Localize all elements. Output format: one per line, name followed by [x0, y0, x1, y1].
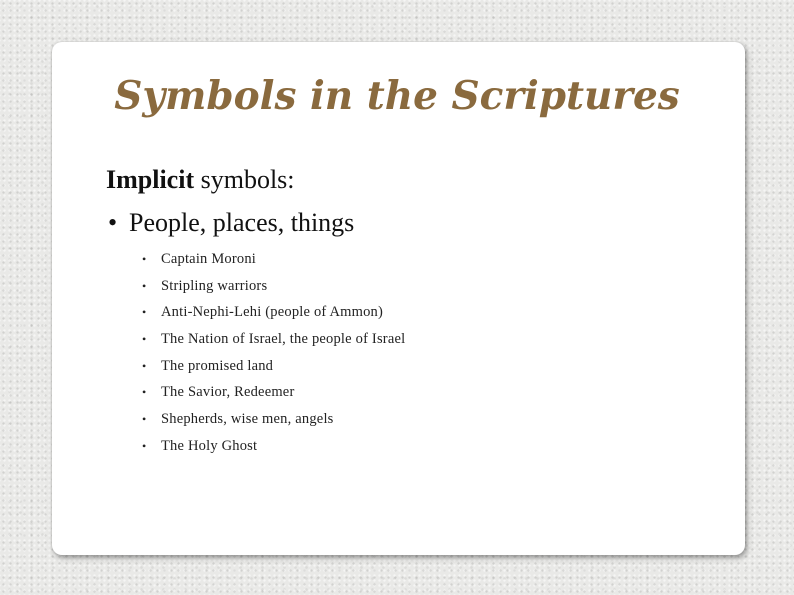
bullet-icon: • — [142, 332, 147, 347]
bullet-icon: • — [142, 385, 147, 400]
list-item-text: The Savior, Redeemer — [161, 384, 295, 401]
bullet-icon: • — [142, 358, 147, 373]
lead-emphasis: Implicit — [106, 165, 195, 194]
list-item-text: Anti-Nephi-Lehi (people of Ammon) — [161, 304, 384, 321]
list-item-text: Shepherds, wise men, angels — [161, 411, 334, 428]
list-item — [142, 379, 405, 406]
list-item — [142, 433, 405, 460]
list-item-text: The Nation of Israel, the people of Israel — [161, 331, 406, 348]
list-item — [142, 273, 405, 300]
lead-line — [106, 163, 295, 197]
list-item-text: Stripling warriors — [161, 277, 268, 294]
main-bullet — [108, 206, 354, 240]
list-item — [142, 326, 405, 353]
bullet-icon: • — [142, 252, 147, 266]
list-item-text: The promised land — [161, 357, 274, 374]
slide-title: Symbols in the Scriptures — [114, 73, 680, 119]
bullet-icon: • — [142, 278, 147, 293]
list-item-text: The Holy Ghost — [161, 437, 258, 454]
list-item-text: Captain Moroni — [161, 251, 257, 267]
bullet-icon: • — [142, 412, 147, 427]
list-item — [142, 299, 405, 326]
list-item — [142, 246, 405, 273]
main-bullet-text: People, places, things — [129, 208, 355, 237]
bullet-icon: • — [142, 305, 147, 320]
sub-bullet-list — [142, 246, 405, 460]
bullet-icon: • — [108, 208, 118, 237]
bullet-icon: • — [142, 438, 147, 453]
lead-text: symbols: — [194, 165, 295, 194]
list-item — [142, 353, 405, 380]
list-item — [142, 406, 405, 433]
